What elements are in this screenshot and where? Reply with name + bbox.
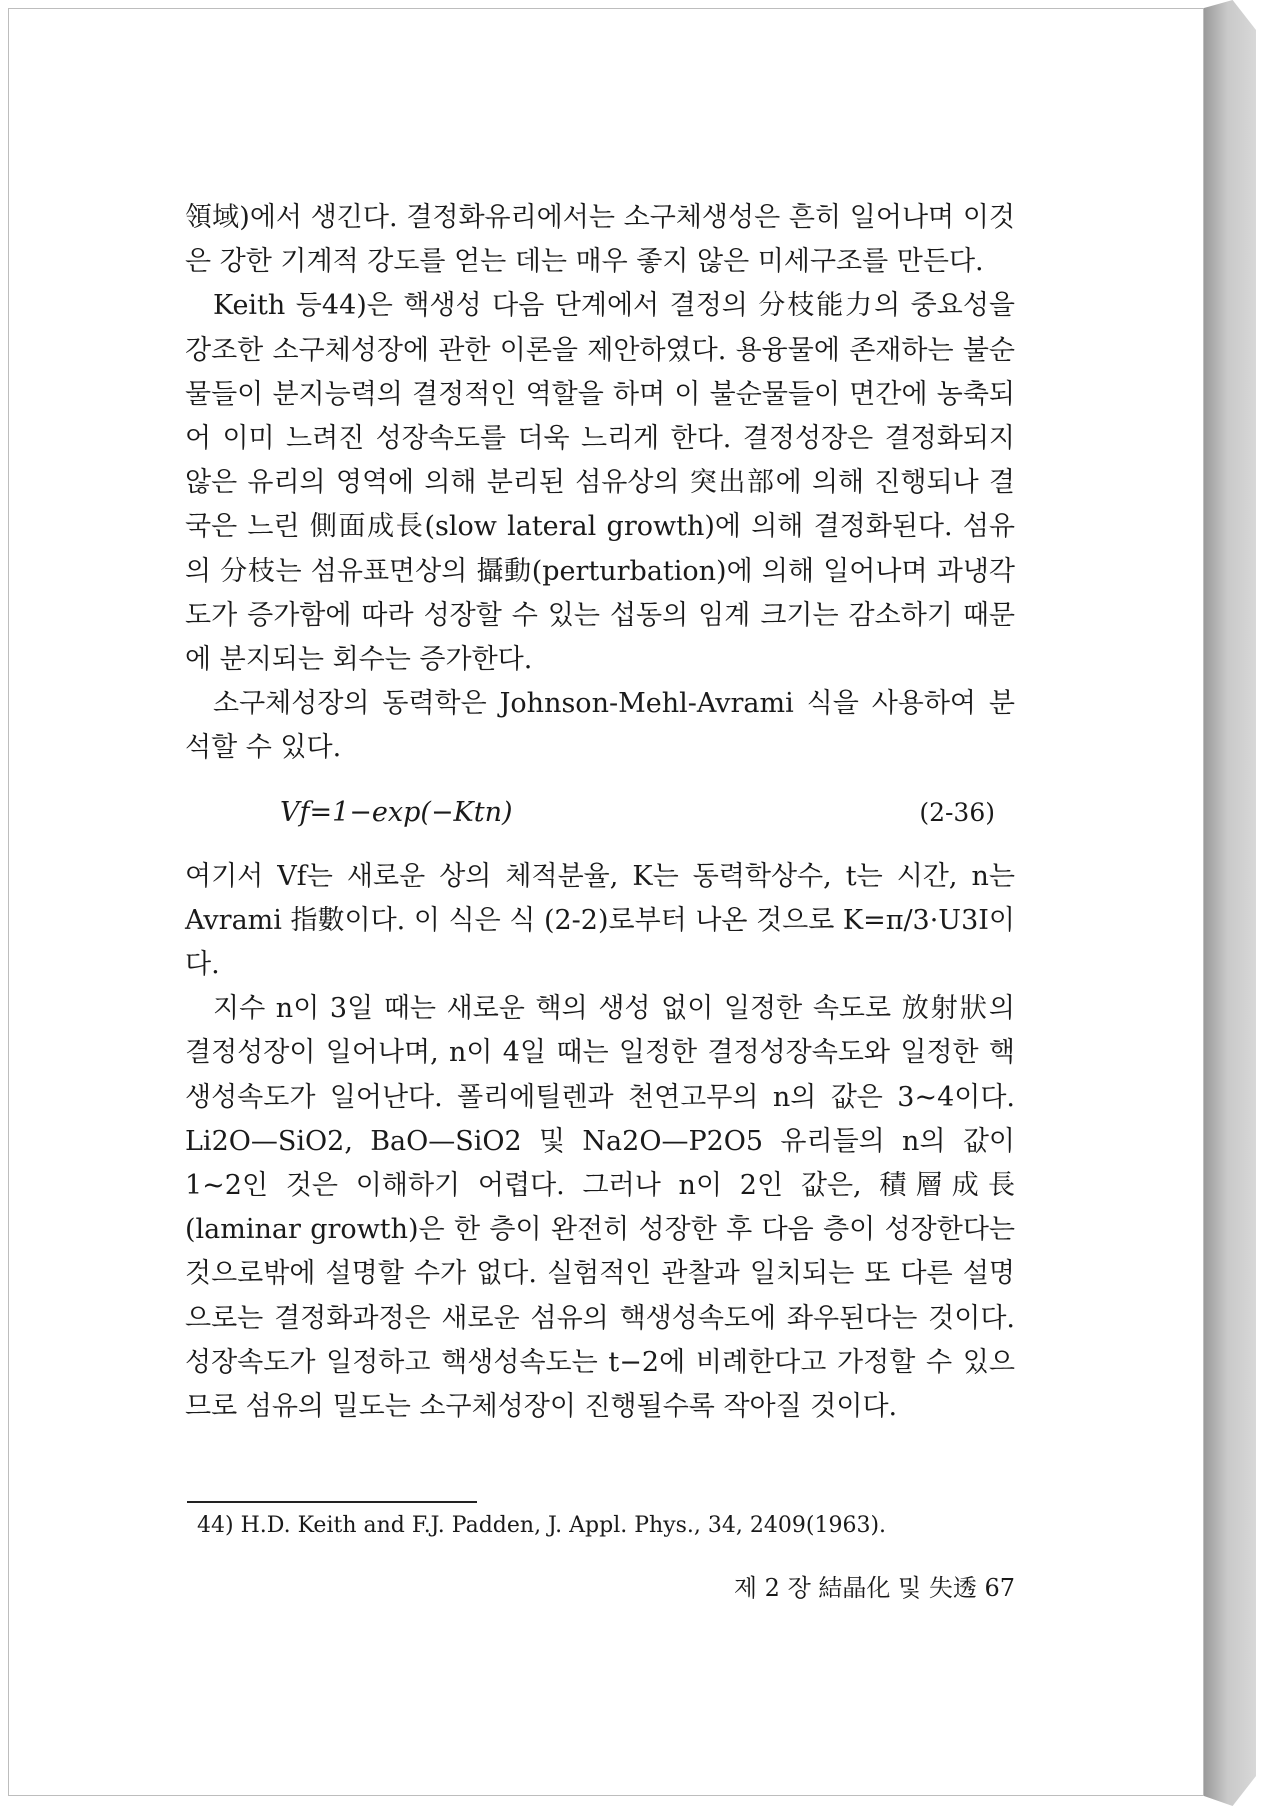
paragraph-2: Keith 등44)은 핵생성 다음 단계에서 결정의 分枝能力의 중요성을 강조한 소구체성장에 관한 이론을 제안하였다. 용융물에 존재하는 불순물들이 분지능력의 결정적인 역할을 하며 이 불순물들이 면간에 농축되어 이미 느려진 성장속도를 더욱 느리게 한다. 결정성장은 결정화되지 않은 유리의 영역에 의해 분리된 섬유상의 突出部에 의해 진행되나 결국은 느린 側面成長(slow lateral growth)에 의해 결정화된다. 섬유의 分枝는 섬유표면상의 攝動(perturbation)에 의해 일어나며 과냉각도가 증가함에 따라 성장할 수 있는 섭동의 임계 크기는 감소하기 때문에 분지되는 회수는 증가한다. [185,290,1015,676]
paragraph-3: 소구체성장의 동력학은 Johnson-Mehl-Avrami 식을 사용하여 분석할 수 있다. [185,688,1015,764]
paragraph-5: 지수 n이 3일 때는 새로운 핵의 생성 없이 일정한 속도로 放射狀의 결정성장이 일어나며, n이 4일 때는 일정한 결정성장속도와 일정한 핵생성속도가 일어난다. 폴리에틸렌과 천연고무의 n의 값은 3~4이다. Li2O—SiO2, BaO—SiO2 및 Na2O—P2O5 유리들의 n의 값이 1~2인 것은 이해하기 어렵다. 그러나 n이 2인 값은, 積層成長(laminar growth)은 한 층이 완전히 성장한 후 다음 층이 성장한다는 것으로밖에 설명할 수가 없다. 실험적인 관찰과 일치되는 또 다른 설명으로는 결정화과정은 새로운 섬유의 핵생성속도에 좌우된다는 것이다. 성장속도가 일정하고 핵생성속도는 t−2에 비례한다고 가정할 수 있으므로 섬유의 밀도는 소구체성장이 진행될수록 작아질 것이다. [185,993,1015,1423]
footnote: 44) H.D. Keith and F.J. Padden, J. Appl. Phys., 34, 2409(1963). [197,1513,887,1538]
paragraph-4: 여기서 Vf는 새로운 상의 체적분율, K는 동력학상수, t는 시간, n는 Avrami 指數이다. 이 식은 식 (2-2)로부터 나온 것으로 K=π/3·U3I이다. [185,860,1015,981]
equation-expression: Vf=1−exp(−Ktn) [280,796,513,828]
page-footer: 제 2 장 結晶化 및 失透 67 [733,1574,1015,1602]
equation-number: (2-36) [919,797,995,827]
paragraph-1: 領域)에서 생긴다. 결정화유리에서는 소구체생성은 흔히 일어나며 이것은 강한 기계적 강도를 얻는 데는 매우 좋지 않은 미세구조를 만든다. [185,202,1015,278]
equation-2-36 [185,777,1015,849]
page-stack-edge [1204,0,1256,1806]
footnote-rule [187,1501,477,1503]
body-text [185,196,1015,1429]
